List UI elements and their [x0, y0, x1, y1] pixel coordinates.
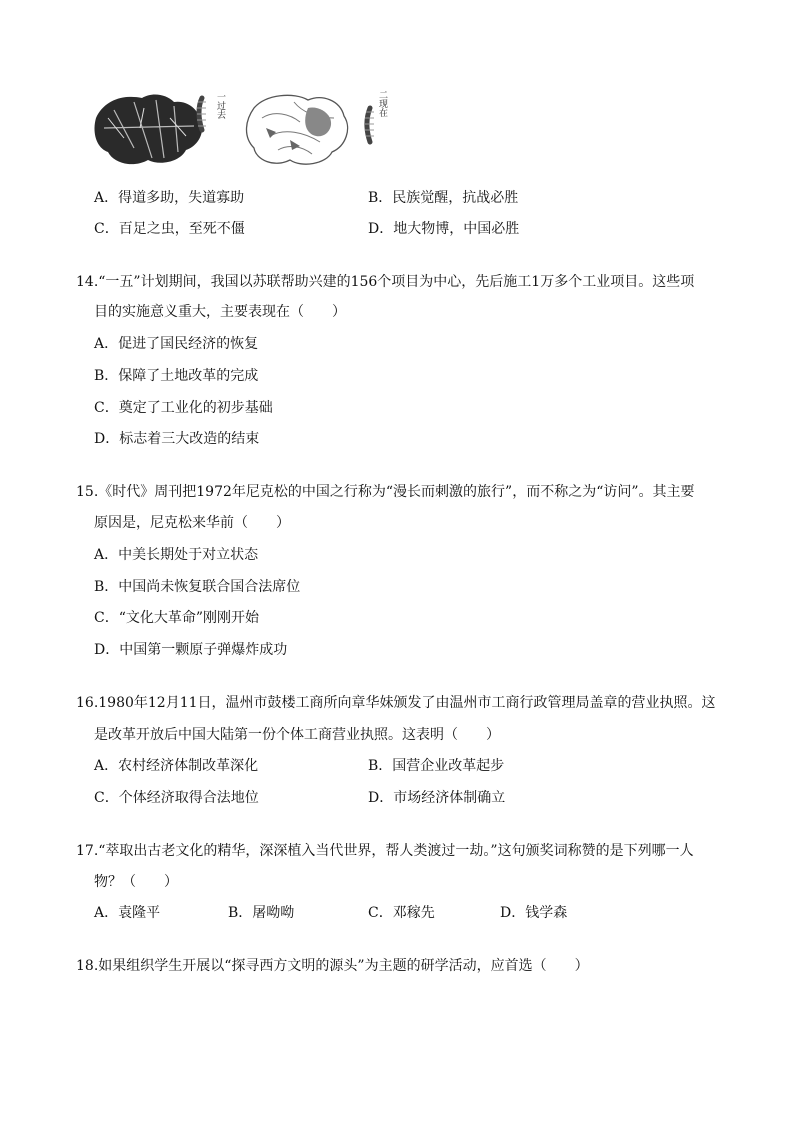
q15-option-b: B．中国尚未恢复联合国合法席位: [94, 579, 301, 595]
caption-past: 一过去: [215, 92, 225, 119]
q15-stem-line1: 15.《时代》周刊把1972年尼克松的中国之行称为“漫长而刺激的旅行”，而不称之为“访问”。其主要: [76, 484, 695, 500]
q13-option-d: D．地大物博，中国必胜: [368, 221, 520, 237]
q15-option-a: A．中美长期处于对立状态: [94, 547, 259, 563]
q13-option-c: C．百足之虫，至死不僵: [94, 221, 245, 237]
q17-option-d: D．钱学森: [500, 905, 568, 921]
q16-option-b: B．国营企业改革起步: [368, 758, 505, 774]
q17-stem-line1: 17.“萃取出古老文化的精华，深深植入当代世界，帮人类渡过一劫。”这句颁奖词称赞的是下列哪一人: [76, 843, 694, 859]
cartoon-figure: [94, 88, 394, 170]
silkworm-icon: [197, 98, 206, 130]
q14-option-a: A．促进了国民经济的恢复: [94, 336, 259, 352]
cartoon-illustration: [94, 88, 394, 170]
q14-option-d: D．标志着三大改造的结束: [94, 431, 260, 447]
q15-option-d: D．中国第一颗原子弹爆炸成功: [94, 642, 288, 658]
q14-option-c: C．奠定了工业化的初步基础: [94, 400, 273, 416]
q17-option-c: C．邓稼先: [368, 905, 435, 921]
leaf-icon: [95, 95, 203, 165]
q14-stem-line2: 目的实施意义重大，主要表现在（ ）: [94, 304, 346, 320]
q17-option-b: B．屠呦呦: [228, 905, 295, 921]
silkworm-icon: [365, 108, 374, 142]
q16-option-a: A．农村经济体制改革深化: [94, 758, 259, 774]
q15-stem-line2: 原因是，尼克松来华前（ ）: [94, 515, 290, 531]
q16-stem-line1: 16.1980年12月11日，温州市鼓楼工商所向章华妹颁发了由温州市工商行政管理局盖章的营业执照。这: [76, 695, 716, 711]
q14-stem-line1: 14.“一五”计划期间，我国以苏联帮助兴建的156个项目为中心，先后施工1万多个工业项目。这些项: [76, 274, 695, 290]
q13-option-b: B．民族觉醒，抗战必胜: [368, 190, 519, 206]
q16-option-c: C．个体经济取得合法地位: [94, 790, 259, 806]
q16-stem-line2: 是改革开放后中国大陆第一份个体工商营业执照。这表明（ ）: [94, 727, 500, 743]
q17-stem-line2: 物？（ ）: [94, 874, 178, 890]
q18-stem-line1: 18.如果组织学生开展以“探寻西方文明的源头”为主题的研学活动，应首选（ ）: [76, 958, 589, 974]
q13-option-a: A．得道多助，失道寡助: [94, 190, 245, 206]
q17-option-a: A．袁隆平: [94, 905, 161, 921]
rooster-icon: [247, 95, 348, 164]
q15-option-c: C．“文化大革命”刚刚开始: [94, 610, 260, 626]
caption-present: 二现在: [377, 90, 387, 117]
q14-option-b: B．保障了土地改革的完成: [94, 368, 259, 384]
q16-option-d: D．市场经济体制确立: [368, 790, 506, 806]
